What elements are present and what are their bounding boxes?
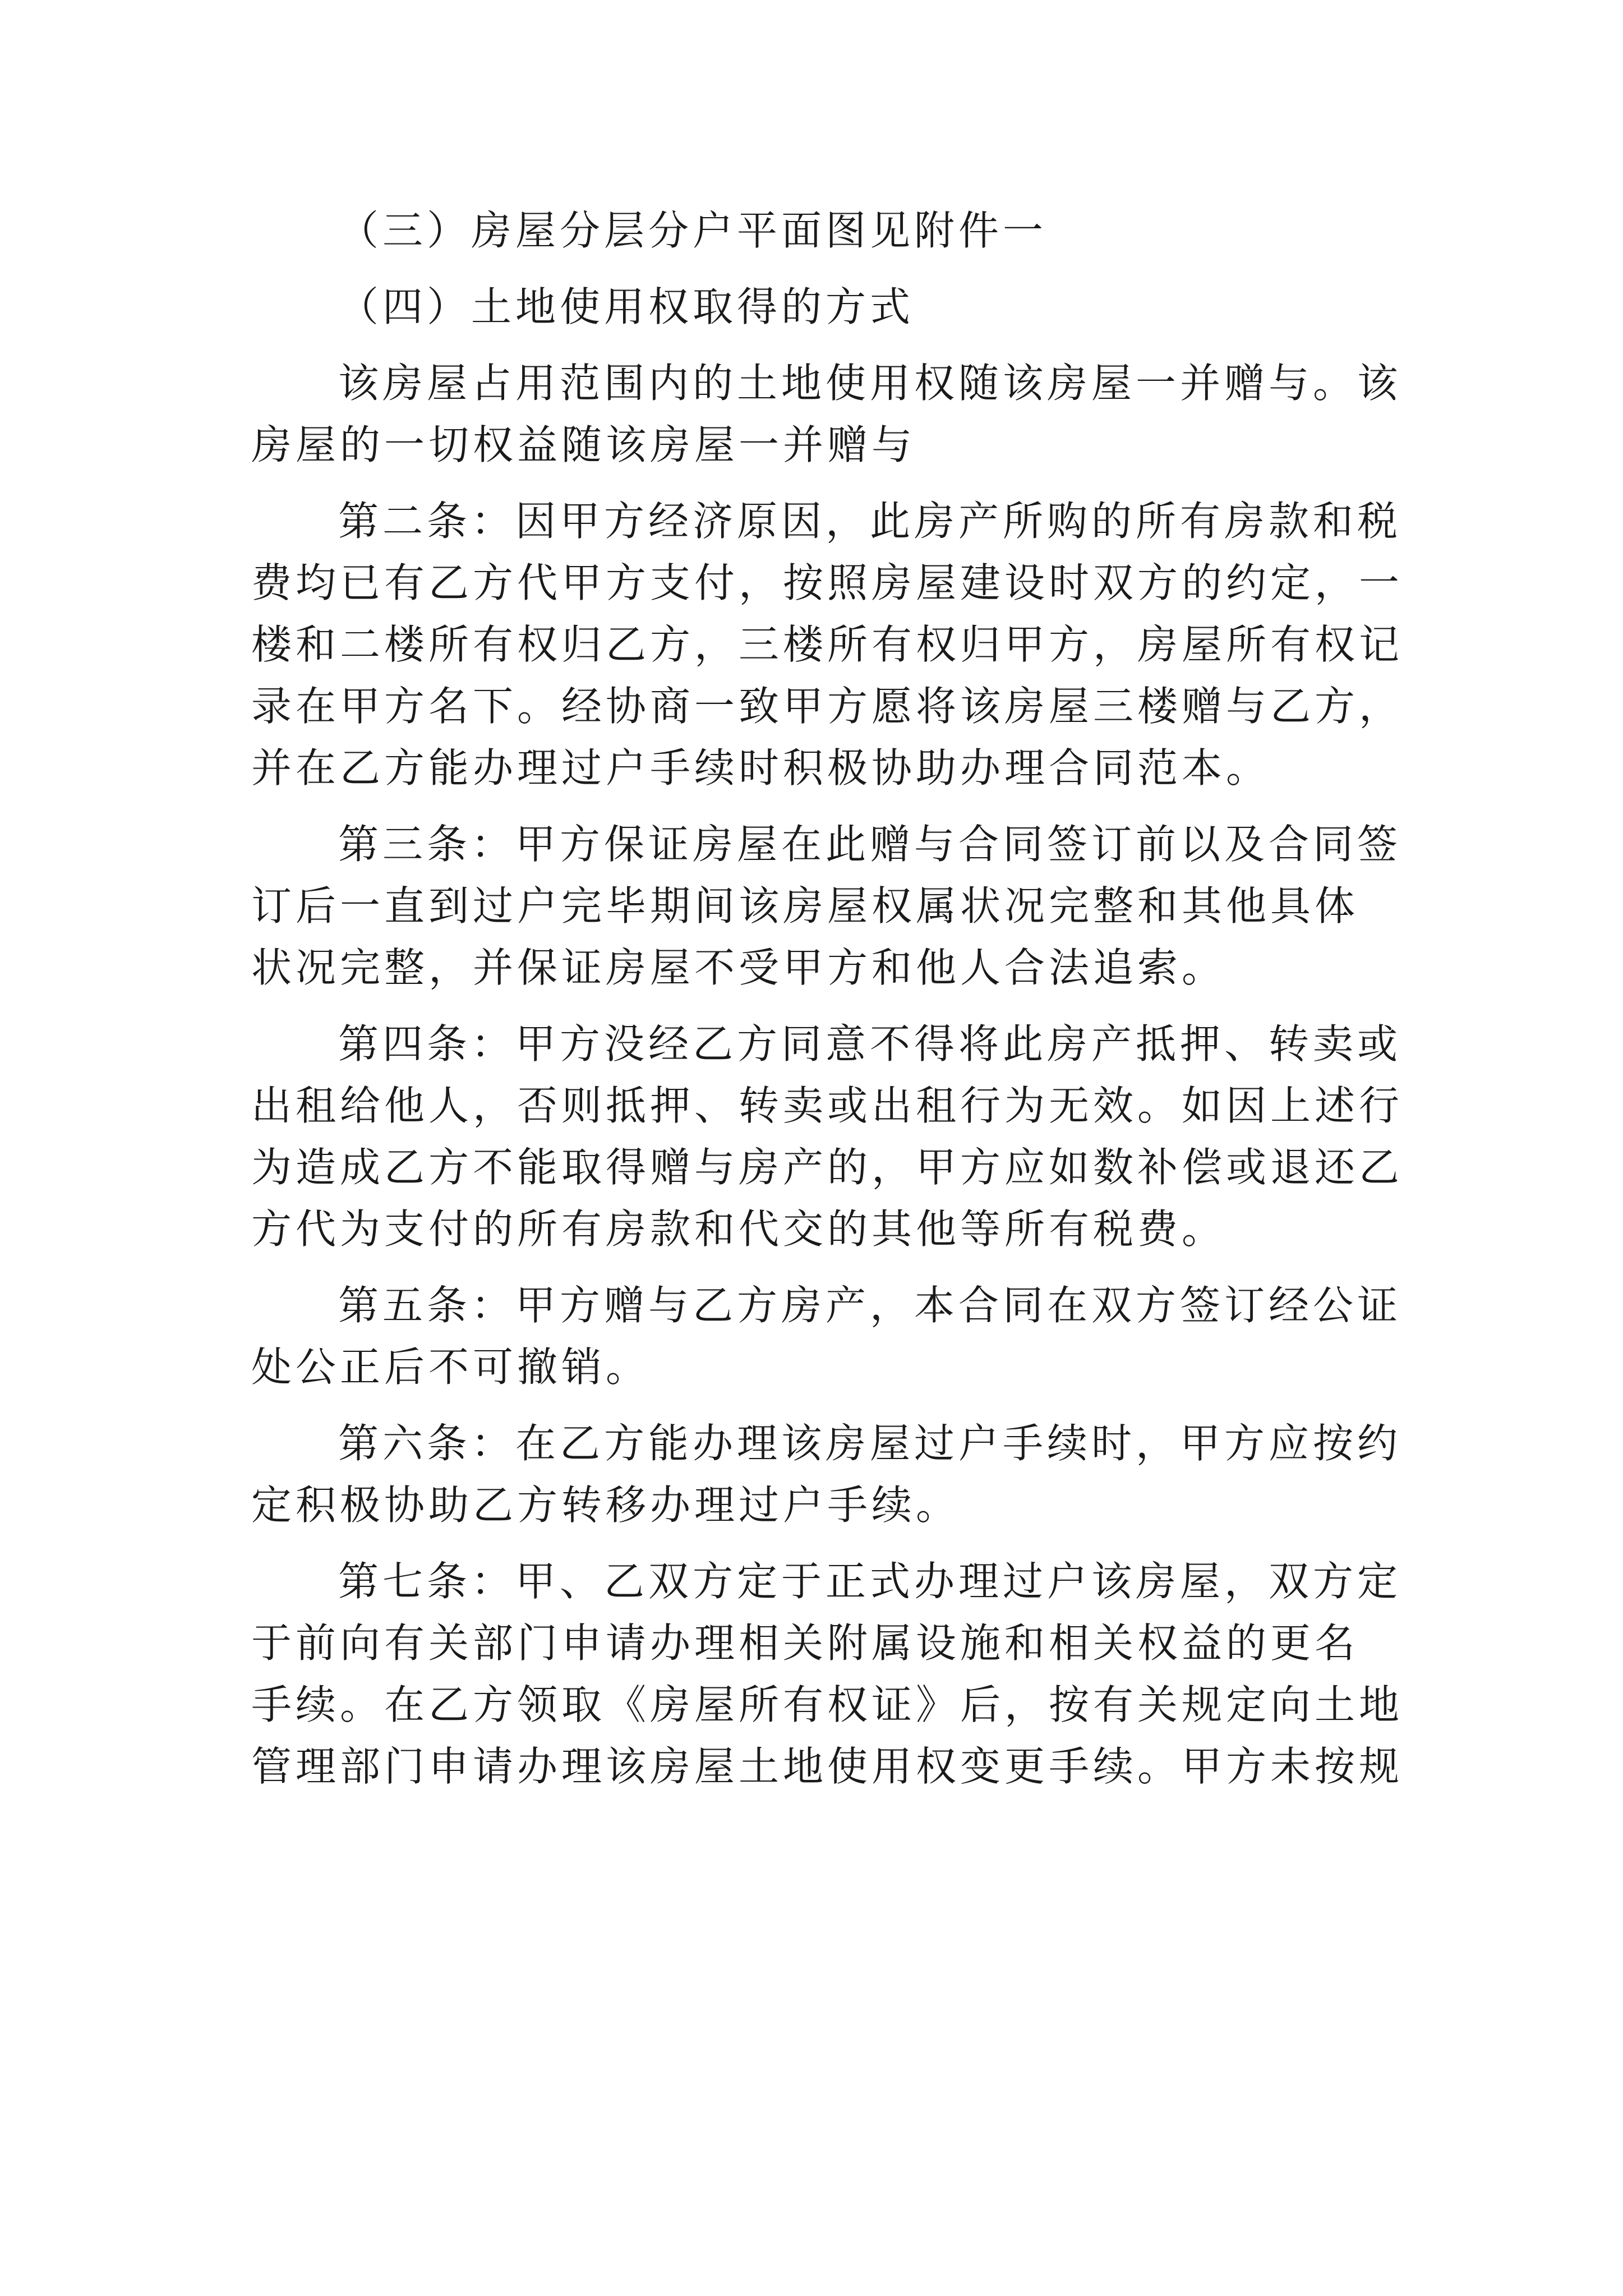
text-line: 第三条：甲方保证房屋在此赠与合同签订前以及合同签 xyxy=(338,821,1402,868)
text-line: 出租给他人，否则抵押、转卖或出租行为无效。如因上述行 xyxy=(251,1082,1404,1129)
text-line: 费均已有乙方代甲方支付，按照房屋建设时双方的约定，一 xyxy=(251,559,1404,606)
text-line: 录在甲方名下。经协商一致甲方愿将该房屋三楼赠与乙方， xyxy=(251,683,1404,730)
text-line: 为造成乙方不能取得赠与房产的，甲方应如数补偿或退还乙 xyxy=(251,1144,1404,1191)
text-line: 第二条：因甲方经济原因，此房产所购的所有房款和税 xyxy=(338,498,1402,545)
text-line: 并在乙方能办理过户手续时积极协助办理合同范本。 xyxy=(251,744,1271,792)
paragraph-article-6 xyxy=(251,1412,1412,1536)
text-line: 订后一直到过户完毕期间该房屋权属状况完整和其他具体 xyxy=(251,882,1359,930)
paragraph-article-2 xyxy=(251,490,1412,799)
text-line: 第七条：甲、乙双方定于正式办理过户该房屋，双方定 xyxy=(338,1558,1402,1605)
text-line: 于前向有关部门申请办理相关附属设施和相关权益的更名 xyxy=(251,1619,1359,1667)
paragraph-item-4 xyxy=(251,276,1412,338)
text-line: 处公正后不可撤销。 xyxy=(251,1343,651,1391)
text-line: 第四条：甲方没经乙方同意不得将此房产抵押、转卖或 xyxy=(338,1020,1402,1068)
paragraph-article-4 xyxy=(251,1013,1412,1260)
text-line: （四）土地使用权取得的方式 xyxy=(338,283,915,330)
paragraph-article-3 xyxy=(251,813,1412,999)
document-body xyxy=(251,200,1412,1797)
paragraph-article-7 xyxy=(251,1550,1412,1797)
text-line: 手续。在乙方领取《房屋所有权证》后，按有关规定向土地 xyxy=(251,1681,1404,1728)
paragraph-item-3 xyxy=(251,200,1412,261)
text-line: 状况完整，并保证房屋不受甲方和他人合法追索。 xyxy=(251,944,1227,991)
paragraph-land-use xyxy=(251,352,1412,476)
text-line: 楼和二楼所有权归乙方，三楼所有权归甲方，房屋所有权记 xyxy=(251,621,1404,668)
text-line: 管理部门申请办理该房屋土地使用权变更手续。甲方未按规 xyxy=(251,1743,1404,1790)
text-line: 第五条：甲方赠与乙方房产，本合同在双方签订经公证 xyxy=(338,1282,1402,1329)
text-line: 第六条：在乙方能办理该房屋过户手续时，甲方应按约 xyxy=(338,1420,1402,1467)
text-line: 方代为支付的所有房款和代交的其他等所有税费。 xyxy=(251,1205,1227,1253)
text-line: 定积极协助乙方转移办理过户手续。 xyxy=(251,1481,961,1529)
text-line: 房屋的一切权益随该房屋一并赠与 xyxy=(251,421,916,468)
text-line: （三）房屋分层分户平面图见附件一 xyxy=(338,207,1048,254)
text-line: 该房屋占用范围内的土地使用权随该房屋一并赠与。该 xyxy=(338,360,1402,407)
paragraph-article-5 xyxy=(251,1274,1412,1398)
